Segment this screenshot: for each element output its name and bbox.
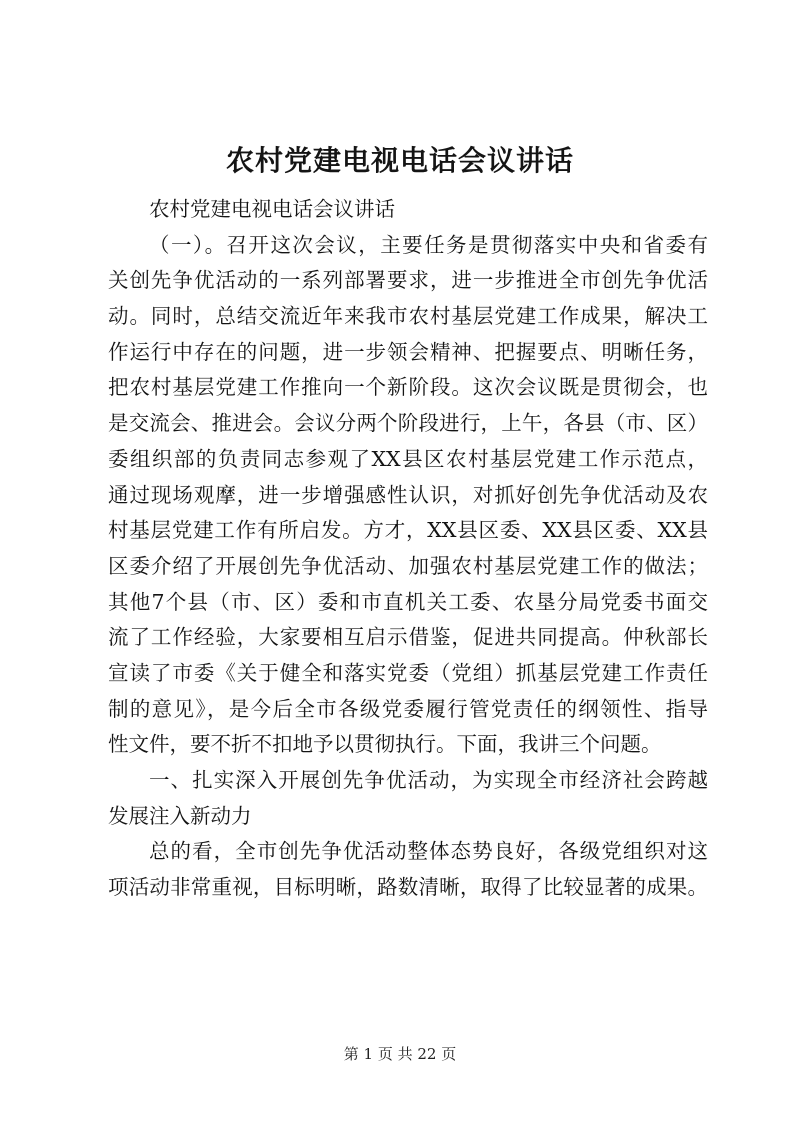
document-title: 农村党建电视电话会议讲话 [225, 144, 574, 177]
page-number-footer: 第 1 页 共 22 页 [343, 1045, 457, 1063]
paragraph-line: 通过现场观摩，进一步增强感性认识，对抓好创先争优活动及农 [108, 482, 708, 507]
paragraph-line: 作运行中存在的问题，进一步领会精神、把握要点、明晰任务， [108, 339, 708, 364]
document-body [108, 192, 708, 906]
paragraph-line: （一）。召开这次会议，主要任务是贯彻落实中央和省委有 [149, 232, 708, 257]
subtitle-line: 农村党建电视电话会议讲话 [149, 197, 395, 221]
paragraph-line: 性文件，要不折不扣地予以贯彻执行。下面，我讲三个问题。 [108, 732, 662, 757]
paragraph-line: 关创先争优活动的一系列部署要求，进一步推进全市创先争优活 [108, 268, 708, 293]
paragraph-line: 村基层党建工作有所启发。方才，XX县区委、XX县区委、XX县 [108, 518, 708, 543]
section-heading-line: 发展注入新动力 [108, 803, 252, 828]
paragraph-line: 委组织部的负责同志参观了XX县区农村基层党建工作示范点， [108, 446, 708, 471]
paragraph-line: 动。同时，总结交流近年来我市农村基层党建工作成果，解决工 [108, 304, 708, 329]
paragraph-line: 项活动非常重视，目标明晰，路数清晰，取得了比较显著的成果。 [108, 875, 708, 900]
paragraph-line: 把农村基层党建工作推向一个新阶段。这次会议既是贯彻会，也 [108, 375, 708, 400]
paragraph-line: 流了工作经验，大家要相互启示借鉴，促进共同提高。仲秋部长 [108, 625, 708, 650]
paragraph-line: 是交流会、推进会。会议分两个阶段进行，上午，各县（市、区） [108, 411, 708, 436]
paragraph-line: 总的看，全市创先争优活动整体态势良好，各级党组织对这 [149, 839, 708, 864]
paragraph-line: 制的意见》，是今后全市各级党委履行管党责任的纲领性、指导 [108, 696, 708, 721]
section-heading-line: 一、扎实深入开展创先争优活动，为实现全市经济社会跨越 [149, 768, 708, 792]
paragraph-line: 宣读了市委《关于健全和落实党委（党组）抓基层党建工作责任 [108, 660, 708, 685]
paragraph-line: 其他7个县（市、区）委和市直机关工委、农垦分局党委书面交 [108, 589, 708, 614]
paragraph-line: 区委介绍了开展创先争优活动、加强农村基层党建工作的做法； [108, 553, 708, 578]
